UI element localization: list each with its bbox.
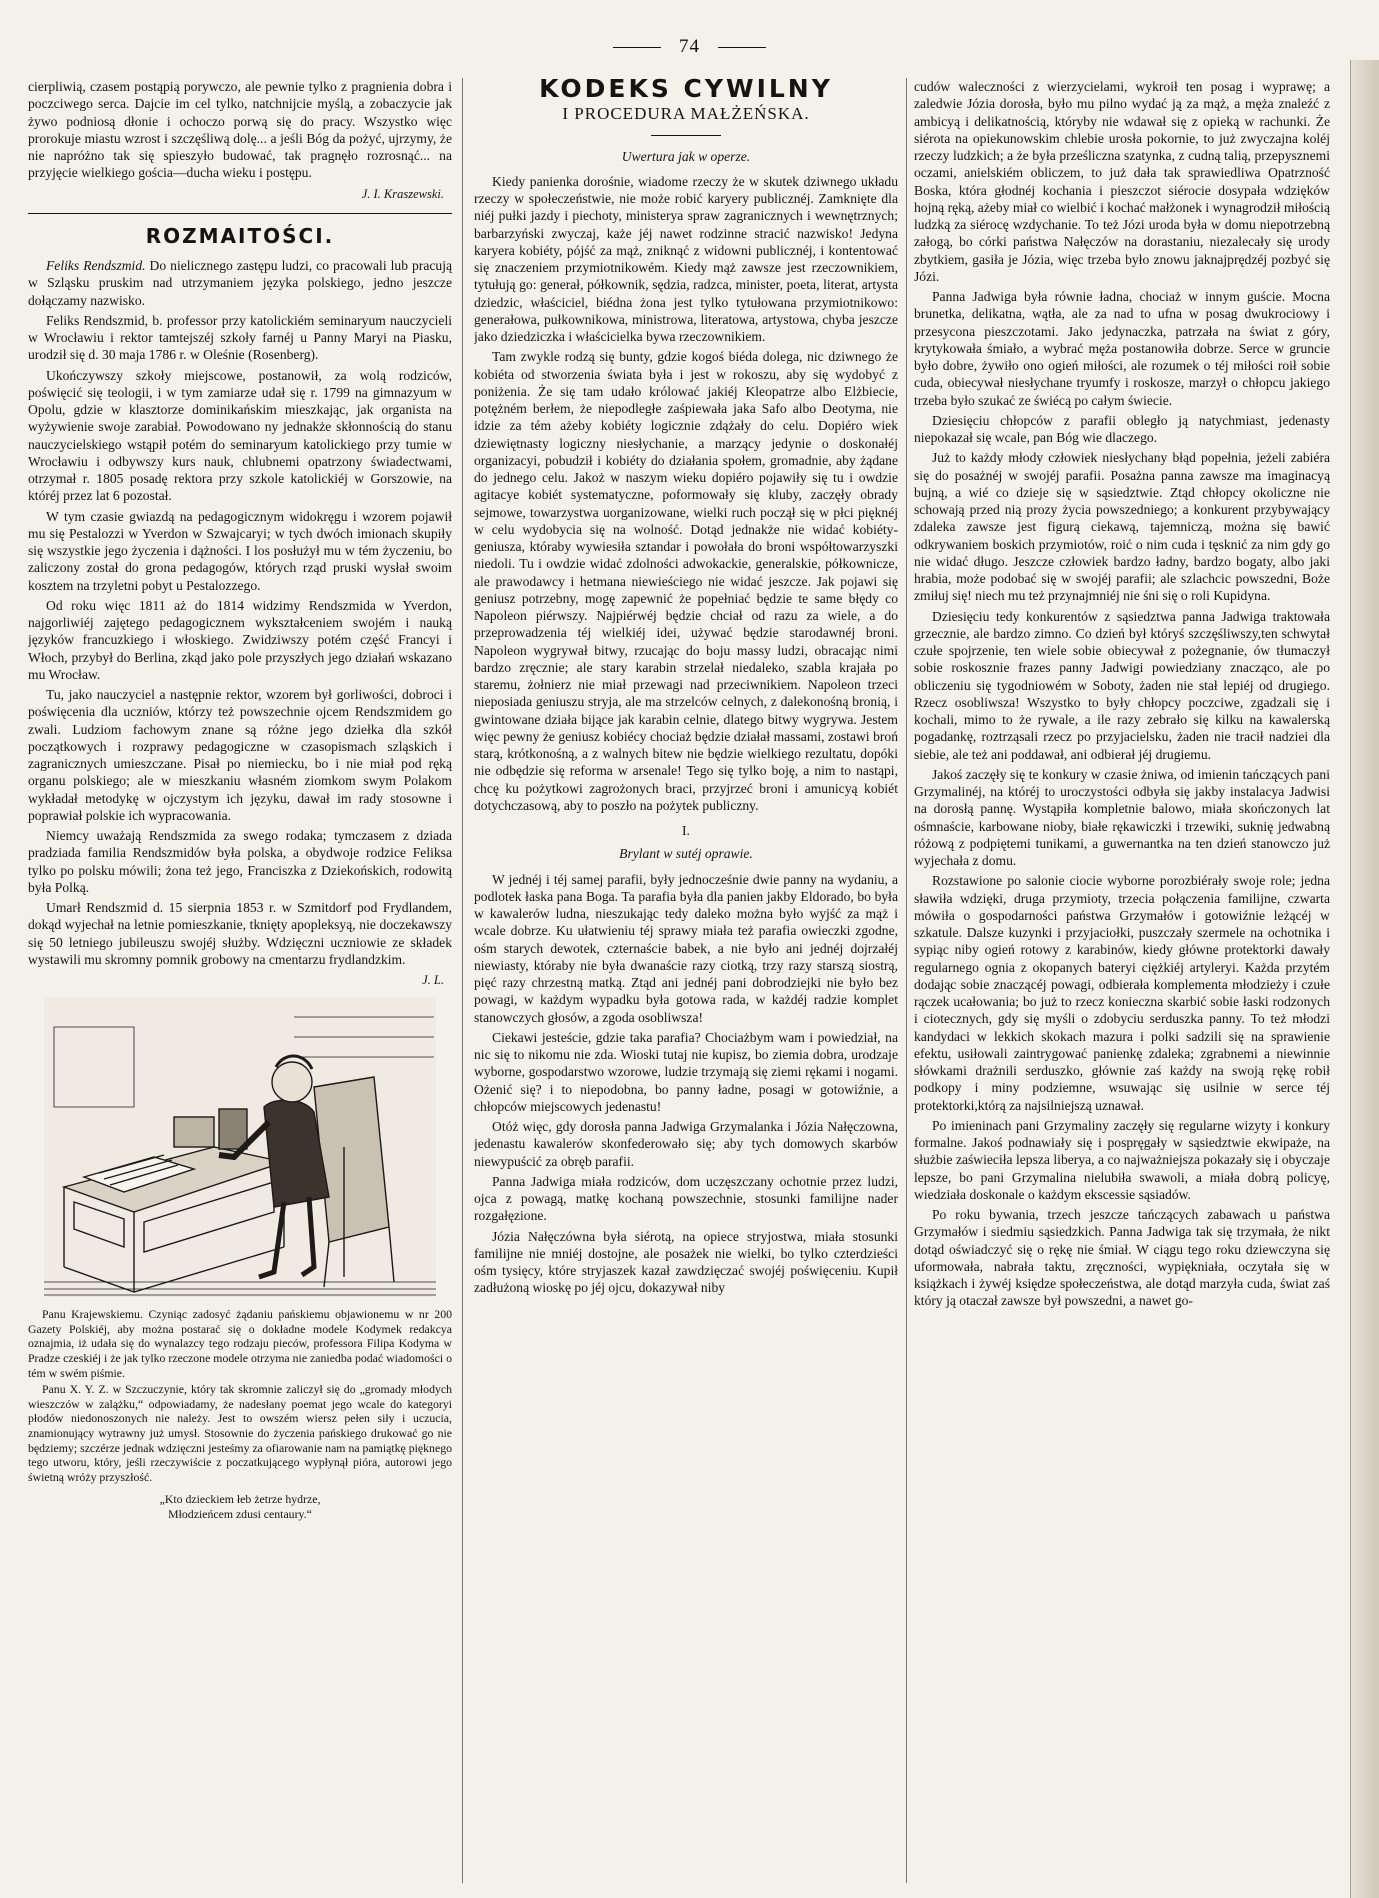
article-paragraph: Umarł Rendszmid d. 15 sierpnia 1853 r. w Szmitdorf pod Frydlandem, dokąd wyjechał na letnie pomieszkanie, tknięty apopleksyą, nie doczekawszy się 50 letniego jubileuszu swojéj służby. Wdzięczni uczniowie ze składek wystawili mu skromny pomnik grobowy na cmentarzu frydlandzkim. [28, 900, 452, 967]
story-paragraph: Już to każdy młody człowiek niesłychany błąd popełnia, jeżeli zabiéra się do posażnéj w swojéj parafii. Posażna panna zawsze ma imaginacyą bujną, a wié co dzieje się w sąsiedztwie. Ztąd chłopcy okoliczne nie schowają przed nią prozy życia powszedniego; a konkurent przybywający zdaleka zawsze jest figurą ciekawą, tajemniczą, można się bawić odkrywaniem boskich przymiotów, roić o nim cuda i tęsknić za nim gdy go nie widać długo. Jeszcze człowiek bardzo ładny, bardzo bogaty, albo jaki hrabia, może podobać się w swojéj parafii; ale szlachcic powszedni, Boże zmiłuj się! niech mu też przynajmniéj nie śni się o roli Kupidyna. [914, 450, 1330, 604]
chapter-number: I. [682, 823, 690, 838]
page-number-rule-right [718, 47, 766, 48]
page-number-text: 74 [679, 36, 700, 57]
article-first: Do nielicznego zastępu ludzi, co pracowali lub pracują w Szląsku pruskim nad utrzymaniem języka polskiego, jedno jeszcze dołączamy nazwisko. [28, 258, 452, 308]
article-signature: J. L. [422, 973, 444, 987]
article-paragraph: Feliks Rendszmid, b. professor przy katolickiém seminaryum nauczycieli w Wrocławiu i rektor tamtejszéj szkoły farnéj u Panny Maryi na Piasku, urodził się d. 30 maja 1786 r. w Oleśnie (Rosenberg). [28, 312, 452, 363]
article-paragraph: Od roku więc 1811 aż do 1814 widzimy Rendszmida w Yverdon, najgorliwiéj zajętego pedagogicznem wykształceniem swojém i nauką języków francuzkiego i włoskiego. Zwidziwszy potém część Francyi i Włoch, przybył do Berlina, zkąd jako pole przyszłych jego działań wskazano mu Wrocław. [28, 597, 452, 682]
column-divider-left [462, 78, 463, 1883]
story-paragraph: Rozstawione po salonie ciocie wyborne porozbiérały swoje role; jedna sławiła wdzięki, druga przymioty, trzecia połączenia familijne, czwarta mówiła o gospodarności państwa Grzymałów i gotowiźnie leżącéj w szkatule. Dalsze kuzynki i przyjaciołki, puszczały szermele na ochotnika i sypiąc niby ogień rotowy z karabinów, kiedy główne protektorki dawały regularnego ognia z okopanych bateryi ciężkiéj artyleryi. Każda przytém dodając sobie znaczącéj powagi, odbierała komplementa młodzieży i czułe rączek ucałowania; bo już to rzecz konieczna skarbić sobie łaski rodzonych i ciotecznych, gdy się myśli o zdobyciu serduszka panny. To też młodzi kandydaci w lekkich skokach mazura i polki sadzili się na sprawienie efektu, usiłowali zaintrygować panienkę zdaleka; zgrabnemi a niewinnie słówkami drażnili serduszko, głównie zaś każdy na swoją rękę robił podkopy i miny podziemne, wsuwając się usilnie w serce téj protektorki,którą za najsilniejszą uznawał. [914, 873, 1330, 1113]
epigraph-line: „Kto dzieckiem łeb żetrze hydrze, [159, 1492, 321, 1507]
engraving-illustration [44, 997, 436, 1297]
title-divider [651, 135, 721, 136]
column-middle [474, 78, 898, 1883]
story-paragraph: Kiedy panienka dorośnie, wiadome rzeczy że w skutek dziwnego układu rzeczy w społeczeństwie, nie może robić karyery publicznéj. Zamknięte dla niéj pułki jazdy i piechoty, ministerya spraw zagranicznych i wewnętrznych; barbarzyński zwyczaj, każe jéj nawet rodzinne stracić nazwisko! Jedyna karyera kobiéty, pójść za mąż, zniknąć z widowni publicznéj, i kontentować się znaczeniem przymiotnikowém. Kiedy mąż zawsze jest rzeczownikiem, tytułują go: generał, półkownik, sędzia, radzca, minister, poeta, literat, artysta dziedzic, właściciel, biédna żona jest tylko tytułowana przymiotnikowo: generałowa, pułkownikowa, ministrowa, literatowa, artystowa, chyba jeszcze jako dziedziczka i właścicielka bywa rzeczownikiem. [474, 173, 898, 344]
story-subtitle: I PROCEDURA MAŁŻEŃSKA. [562, 104, 810, 124]
article-lead [28, 257, 452, 309]
story-paragraph: Panna Jadwiga była równie ładna, chociaż w innym guście. Mocna brunetka, delikatna, wątła, ale za nad to ufna w posag dwukrociowy i przesycona pieszczotami. Jako jedynaczka, patrzała na świat z góry, krytykowała śmiało, a wybrać męża postanowiła dobrze. Serce w gruncie było dobre, żywiło ono ogień miłości, ale rozumek o téj miłości roił sobie cuda, obiecywał niesłychane tryumfy i roskosze, marzył o chłopcu jakiego trzeba było szukać ze świécą po całym świecie. [914, 289, 1330, 408]
article-name: Feliks Rendszmid. [46, 258, 146, 273]
article-paragraph: Ukończywszy szkoły miejscowe, postanowił, za wolą rodziców, poświęcić się teologii, i w tym zamiarze udał się r. 1799 na gimnazyum w Opolu, gdzie w klasztorze dominikańskim mieszkając, jak organista na wyżywienie swoje zarabiał. Powodowano ny jednakże skłonnością do stanu nauczycielskiego wstąpił potém do seminaryum katolickiego przy tumie w Wrocławiu i odbywszy kurs nauk, chlubnemi opatrzony świadectwami, otrzymał r. 1805 posadę rektora przy szkole katolickiéj w Gorszowie, na któréj przez lat 6 pozostał. [28, 367, 452, 504]
column-left [28, 78, 452, 1883]
editorial-note: Panu X. Y. Z. w Szczuczynie, który tak skromnie zaliczył się do „gromady młodych wieszczów w zalążku,“ odpowiadamy, że nadesłany poemat jego wcale do kategoryi płodów niedonoszonych nie należy. Jest to owszém wiersz pełen siły i uczucia, znamionujący wytrawny już umysł. Stosownie do życzenia pańskiego drukować go nie będziemy; szczérze jednak wdzięczni jesteśmy za ofiarowanie nam na pamiątkę pięknego tego utworu, który, jeśli rzeczywiście z poczatkującego wypłynął pióra, autorowi jego świetną wróży przyszłość. [28, 1382, 452, 1484]
story-paragraph: Jakoś zaczęły się te konkury w czasie żniwa, od imienin tańczących pani Grzymalinéj, na któréj to uroczystości odbyła się jakby instalacya Jadwisi na dorosłą pannę. Wystąpiła kompletnie balowo, miała skończonych lat ośmnaście, karbowane nioby, białe rękawiczki i trzewiki, suknię jedwabną różową z podpiętemi tunikami, a guwernantka na ten dzień stanowczo już wyjechała z domu. [914, 766, 1330, 868]
epigraph-line: Młodzieńcem zdusi centaury.“ [168, 1506, 312, 1521]
article-paragraph: W tym czasie gwiazdą na pedagogicznym widokręgu i wzorem pojawił mu się Pestalozzi w Yverdon w Szwajcaryi; w tych dwóch imionach skupiły się wszystkie jego życzenia i dążności. I los posłużył mu w tém życzeniu, bo zaliczony został do grona pedagogów, których rząd pruski wysłał swoim kosztem na trzyletni pobyt u Pestalozzego. [28, 508, 452, 593]
column-divider-right [906, 78, 907, 1883]
chapter-paragraph: Panna Jadwiga miała rodziców, dom uczęszczany ochotnie przez ludzi, ojca z powagą, matkę kochaną powszechnie, stosunki familijne nader rozgałęzione. [474, 1173, 898, 1224]
story-paragraph: Tam zwykle rodzą się bunty, gdzie kogoś biéda dolega, nic dziwnego że kobiéta od stworzenia świata była i jest w rokoszu, aby się wydobyć z poniżenia. Że się tam udało królować jakiéj Kleopatrze albo Elżbiecie, potężném berłem, że niepodległe zaśpiewała jaka Safo albo Deotyma, nie idzie za tém ażeby kobiéty logicznie zdążały do celu. Dopiéro wiek dziewiętnasty logiczny niesłychanie, a marzący jedynie o doskonałéj organizacyi, pobudził i kobiéty do działania społem, gromadnie, aby żądane do jednego celu. Jakoż w naszym wieku dopiéro pojawiły się tu i owdzie agitacye kobiét systematyczne, poformowały się kluby, zaczęły obrady sejmowe, towarzystwa uorganizowane, wielki ruch począł się w płci pięknéj w celu wydobycia się na wolność. Dotąd jednakże nie widać kobiéty-geniusza, któraby wywiesiła sztandar i powołała do broni współtowarzyszki niedoli. Tu i owdzie widać zdolności adwokackie, generalskie, półkownicze, ale prawodawcy i hetmana niewieściego nie widać jeszcze. Jak pojawi się geniusz potrzebny, mogę zapewnić że popełniać będzie te same błędy co Napoleon piérwszy. Najpiérwéj będzie chciał od razu za wiele, a do przeprowadzenia téj wielkiéj idei, używać będzie starodawnéj broni. Napoleon wygrywał bitwy, rzucając do boju massy ludzi, obracając nimi bardzo zręcznie; ale stary karabin strzelał niedaleko, szabla krajała po staremu, żołnierz nie miał przewagi nad przeciwnikiem. Napoleon trzeci nieposiada geniuszu stryja, ale ma strzelców celnych, z dalekonośną bronią, i gwintowane działa bijące jak karabin celnie, dlatego bitwy wygrywa. Jestem więc pewny że geniusz kobiécy chociaż będzie działał massami, zostawi broń starą, krótkonośną, a z walnych bitew nie będzie wielkiego rezultatu, dopóki nie odbędzie się reforma w arsenale! Tego się tylko boję, a nim to nastąpi, chcę ku pożytkowi zagrożonych braci, przyjrzeć broni i amunicyą kobiét dotychczasową, aby to poszło na pożytek publiczny. [474, 349, 898, 813]
story-title: KODEKS CYWILNY [539, 78, 833, 103]
story-paragraph: Po roku bywania, trzech jeszcze tańczących zabawach u państwa Grzymałów i siedmiu sąsiedzkich. Panna Jadwiga tak się trzymała, że nikt dotąd oświadczyć się o rękę nie śmiał. W ciągu tego roku dziewczyna się uformowała, nabrała taktu, zręczności, wypiękniała, oczytała się w książkach i żywéj księdze społeczeństwa, ale dotąd marzyła cuda, świat zaś który ją otaczał zawsze był powszedni, a nawet go- [914, 1207, 1330, 1309]
page-number-rule-left [613, 47, 661, 48]
column-right [914, 78, 1330, 1883]
overture-heading: Uwertura jak w operze. [621, 148, 751, 164]
intro-signature: J. I. Kraszewski. [361, 186, 444, 201]
chapter-paragraph: Otóż więc, gdy dorosła panna Jadwiga Grzymalanka i Józia Nałęczowna, jedenastu kawalerów skonfederowało się; aby tych domowych skarbów niewypuścić za obręb parafii. [474, 1119, 898, 1169]
article-paragraph: Tu, jako nauczyciel a następnie rektor, wzorem był gorliwości, dobroci i poświęcenia dla uczniów, którzy też powszechnie ojcem Rendszmidem go zwali. Ludziom fachowym znane są różne jego dziełka dla szkół początkowych i rozprawy pedagogiczne w czasopismach szląskich i zagranicznych umieszczane. Pisał po niemiecku, bo i nie miał pod ręką organu polskiego; ale w mieszkaniu własném ziomkom swym Polakom wykładał metodykę w ojczystym ich języku, dawał im rady stosowne i poprawiał polskie ich wypracowania. [28, 687, 452, 823]
chapter-paragraph: W jednéj i téj samej parafii, były jednocześnie dwie panny na wydaniu, a podlotek łaska pana Boga. Ta parafia była dla panien jakby Eldorado, bo była w kawalerów ludna, nieszukając tedy daleko można było wyjść za mąż i wcale dobrze. Ku ułatwieniu téj sprawy miała też parafia owieczki zgodne, ośm starych dewotek, czternaście babek, a nie było ani jednéj dojrzałéj niewiasty, któraby nie była dwanaście razy ciotką, trzy razy starszą siostrą, pięć razy chrzestną matką. Ztąd ani jednéj pani dobrodziejki nie było bez powagi, w każdym wypadku była gotowa rada, w każdéj radzie komplet stanowczych głosów, a zgoda osobliwsza! [474, 871, 898, 1025]
section-divider [28, 213, 452, 214]
adjacent-page-edge [1350, 60, 1379, 1898]
editorial-notes [28, 1307, 452, 1484]
editorial-note: Panu Krajewskiemu. Czyniąc zadosyć żądaniu pańskiemu objawionemu w nr 200 Gazety Polskiéj, aby można postarać się o dokładne modele Kodymek redakcya oznajmia, iż udała się do wynalazcy tego rodzaju pieców, professora Filipa Kodyma w Pradze czeskiéj i że jak tylko rzeczone modele otrzyma nie zaniedba podać wiadomości o tém w swém piśmie. [28, 1307, 452, 1380]
intro-paragraph: cierpliwią, czasem postąpią porywczo, ale pewnie tylko z pragnienia dobra i poczciwego serca. Dajcie im cel tylko, natchnijcie myślą, a zobaczycie jak żywo podniosą dłonie i ochoczo porwą się do pracy. Wszystko więc prorokuje miastu wzrost i szczęśliwą dolę... a jeśli Bóg da pożyć, ujrzymy, że nie napróżno tak się spieszyło budować, tak pragnęło rozrosnąć... na przyjęcie wielkiego gościa—ducha wieku i postępu. [28, 79, 452, 181]
chapter-paragraph: Józia Nałęczówna była siérotą, na opiece stryjostwa, miała stosunki familijne nie mniéj dostojne, ale posażek nie wielki, bo tylko czterdzieści ośm tysięcy, które stryjaszek kazał zawdzięczać swojéj poświęceniu. Kupił zadłużoną wioskę po jéj ojcu, dokazywał niby [474, 1228, 898, 1296]
story-paragraph: cudów waleczności z wierzycielami, wykroił ten posag i wyprawę; a zaledwie Józia dorosła, było mu pilno wydać ją za mąż, a męża znaleźć z ambicyą i delikatnością, któryby nie wdawał się z opieką w rachunki. Że siérota na opiekunowskim chlebie urosła pokornie, to już zwyczajna koléj rzeczy ludzkich; a że była prześliczna szatynka, z cudną talią, przepysznemi oczami, anielskiém obliczem, to już dała tak sprawiedliwa Opatrzność Boska, która głodnéj kochania i pieszczot siérocie dosypała wdzięków hojną ręką, ażeby miał co wielbić i kochać małżonek i wynagrodził miłością ludzką za siérocę wzdychanie. To też Józi uroda była w domu niepotrzebną załogą, bo córki państwa Nałęczów na dorastaniu, niezalecały się urody zbytkiem, gasiła je Józia, więc trzeba było znowu jaknajprędzéj pozbyć się Józi. [914, 79, 1330, 284]
story-paragraph: Dziesięciu chłopców z parafii obległo ją natychmiast, jedenasty niepokazał się wcale, pan Bóg wie dlaczego. [914, 412, 1330, 445]
chapter-title: Brylant w sutéj oprawie. [619, 846, 753, 862]
section-title: ROZMAITOŚCI. [145, 223, 335, 248]
chapter-paragraph: Ciekawi jesteście, gdzie taka parafia? Chociażbym wam i powiedział, na nic się to nikomu nie zda. Wioski tutaj nie kupisz, bo ziemia dobra, urodzaje wyborne, gospodarstwo wzorowe, ludzie trzymają się ziemi rękami i nogami. Ożenić się? i to niepodobna, bo panny ładne, posagi w gotowiźnie, a chłopców miejscowych jedenastu! [474, 1029, 898, 1114]
story-paragraph: Po imieninach pani Grzymaliny zaczęły się regularne wizyty i konkury formalne. Jakoś podnawiały się i pospręgały w sąsiedztwie ekwipaże, na służbie zaświeciła lepsza liberya, a co najważniejsza pokazały się i obyczaje lepsze, bo pani Grzymalina nielubiła swawoli, a miała dobrą policyę, wiedziała doskonale o każdym ekscessie sąsiadów. [914, 1117, 1330, 1202]
story-paragraph: Dziesięciu tedy konkurentów z sąsiedztwa panna Jadwiga traktowała grzecznie, ale bardzo zimno. Co dzień był któryś szczęśliwszy,ten schwytał czułe spojrzenie, ten wiele sobie obiecywał z pożegnanie, ów tłumaczył sobie roskosznie frazes panny Jadwigi powiedziany znacząco, ale po obliczeniu się tygodniowém w Soboty, żaden nie stał lepiéj od drugiego. Rzecz osobliwsza! Wszystko to były chłopcy poczciwe, zgadzali się i kochali, mimo to że rywale, a ile razy zebrało się kilku na kawalerską pogadankę, roztrząsali rzecz po przyjacielsku, żaden nie tracił nadziei dla siebie, ale też ani poddawał, ani odbierał jéj drugiemu. [914, 608, 1330, 762]
page-number [0, 36, 1379, 58]
epigraph [28, 1492, 452, 1521]
article-paragraph: Niemcy uważają Rendszmida za swego rodaka; tymczasem z dziada pradziada familia Rendszmidów była polska, a obydwoje rodzice Feliksa tylko po polsku mówili; żona też jego, Franciszka z Dziekońskich, rodowitą była Polką. [28, 828, 452, 895]
